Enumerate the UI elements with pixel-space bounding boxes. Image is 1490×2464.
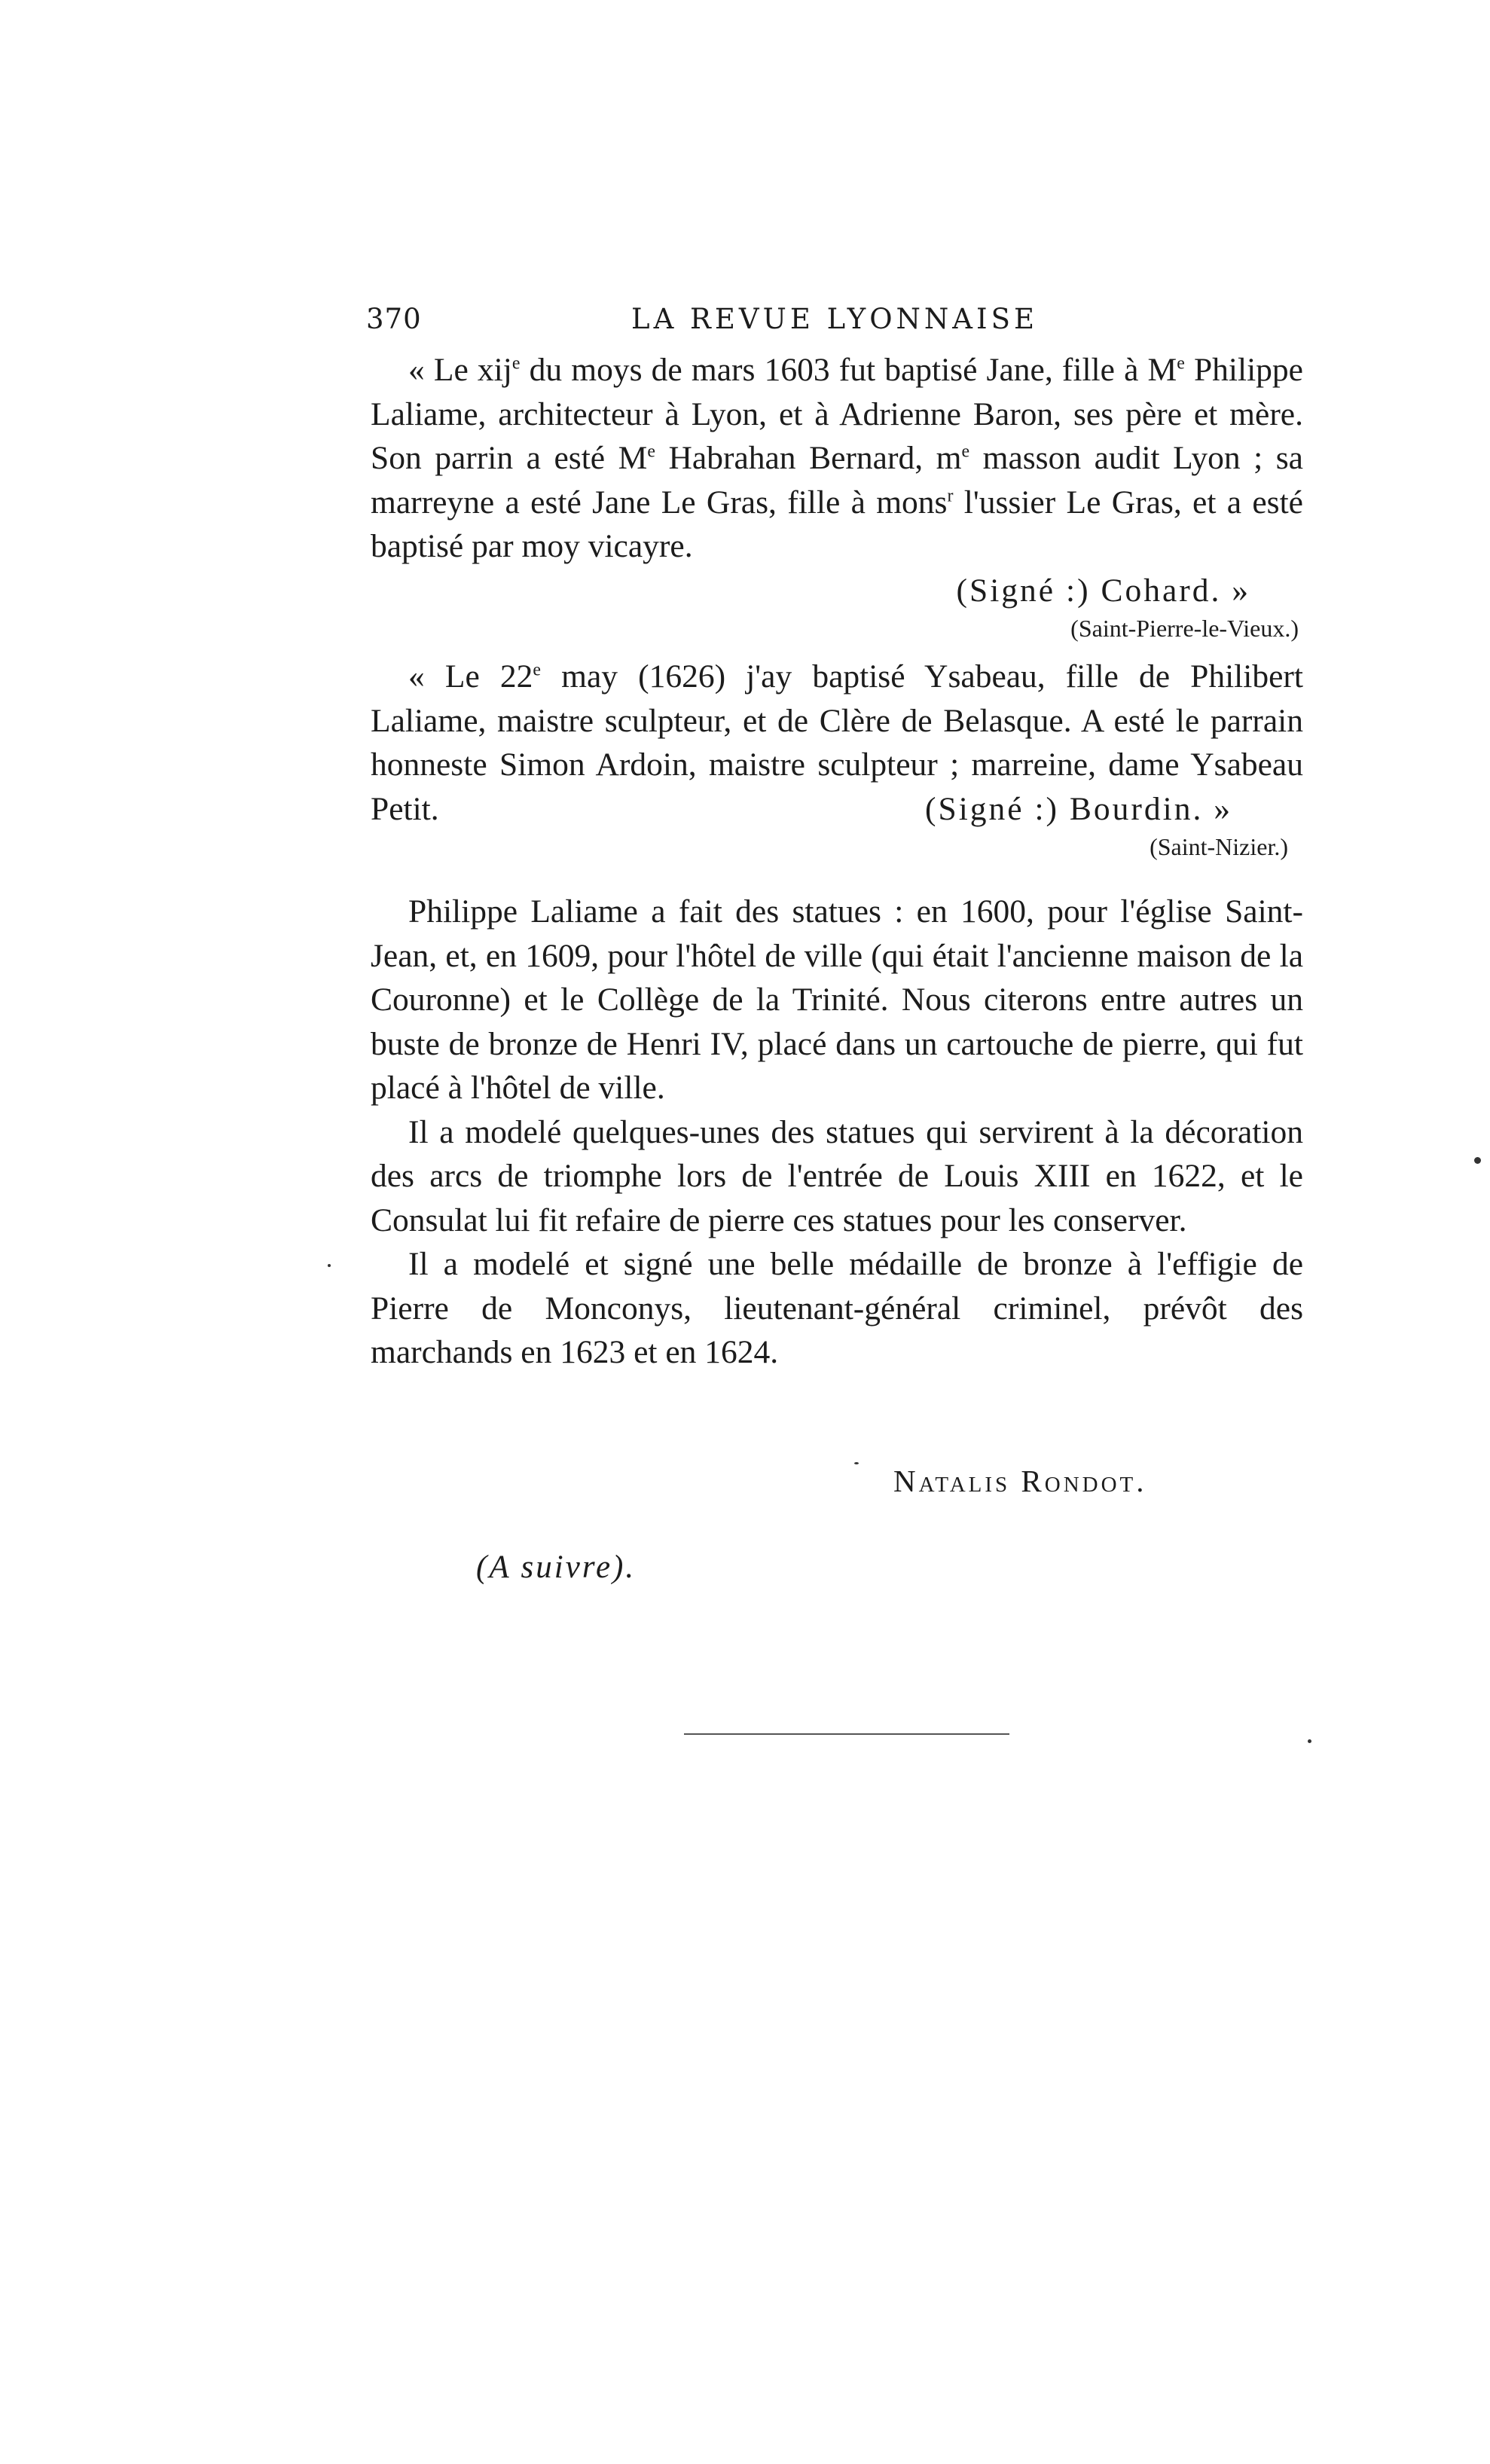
to-be-continued: (A suivre). — [476, 1550, 637, 1585]
paragraph-triumph-arches: Il a modelé quelques-unes des statues qui servirent à la décoration des arcs de triomphe lors de l'entrée de Louis XIII en 1622, et le Consulat lui fit refaire de pierre ces statues pour les conserver. — [371, 1113, 1303, 1238]
source-saint-nizier: (Saint-Nizier.) — [1150, 833, 1288, 860]
superscript: e — [1177, 353, 1185, 374]
signature-cohard: (Signé :) Cohard. » — [956, 572, 1250, 609]
signature-bourdin: (Signé :) Bourdin. » — [925, 790, 1232, 827]
page-number: 370 — [366, 303, 422, 335]
record-text: may (1626) j'ay baptisé Ysabeau, fille de Philibert Laliame, maistre sculpteur, et de Clère de Belasque. A esté le parrain honneste Simon Ardoin, maistre sculpteur ; marreine, dame Ysabeau Petit. — [371, 658, 1303, 827]
paragraph-medal: Il a modelé et signé une belle médaille de bronze à l'effigie de Pierre de Monconys, lieutenant-général criminel, prévôt des marchands en 1623 et en 1624. — [371, 1246, 1303, 1370]
record-text: Habrahan Bernard, m — [655, 440, 962, 476]
speck-mark — [1308, 1739, 1311, 1743]
speck-mark — [328, 1264, 331, 1267]
speck-mark — [854, 1462, 859, 1464]
journal-title: LA REVUE LYONNAISE — [631, 303, 1038, 335]
record-text: masson audit Lyon ; sa marreyne a esté Jane Le Gras, fille à mons — [371, 440, 1303, 521]
superscript: e — [647, 441, 655, 462]
baptism-record-jane — [371, 348, 1303, 569]
speck-mark — [1474, 1157, 1481, 1164]
end-rule — [684, 1733, 1009, 1735]
superscript: e — [511, 353, 521, 374]
record-text: Philippe Laliame, architecteur à Lyon, et à Adrienne Baron, ses père et mère. Son parrin a esté M — [371, 352, 1303, 476]
record-text: du moys de mars 1603 fut baptisé Jane, fille à M — [520, 352, 1177, 388]
source-saint-pierre: (Saint-Pierre-le-Vieux.) — [1070, 615, 1299, 642]
running-head — [366, 298, 1392, 343]
superscript: e — [961, 441, 970, 462]
superscript: r — [947, 486, 954, 505]
record-text: « Le xij — [408, 352, 512, 388]
superscript: e — [533, 660, 541, 680]
author-signature: Natalis Rondot. — [893, 1464, 1147, 1498]
paragraph-statues: Philippe Laliame a fait des statues : en 1600, pour l'église Saint-Jean, et, en 1609, pour l'hôtel de ville (qui était l'ancienne maison de la Couronne) et le Collège de la Trinité. Nous citerons entre autres un buste de bronze de Henri IV, placé dans un cartouche de pierre, qui fut placé à l'hôtel de ville. — [371, 893, 1303, 1106]
record-text: « Le 22 — [408, 658, 533, 695]
record-text: l'ussier Le Gras, et a esté baptisé par moy vicayre. — [371, 484, 1303, 564]
text-block — [371, 348, 1303, 1375]
baptism-record-ysabeau — [371, 655, 1303, 831]
